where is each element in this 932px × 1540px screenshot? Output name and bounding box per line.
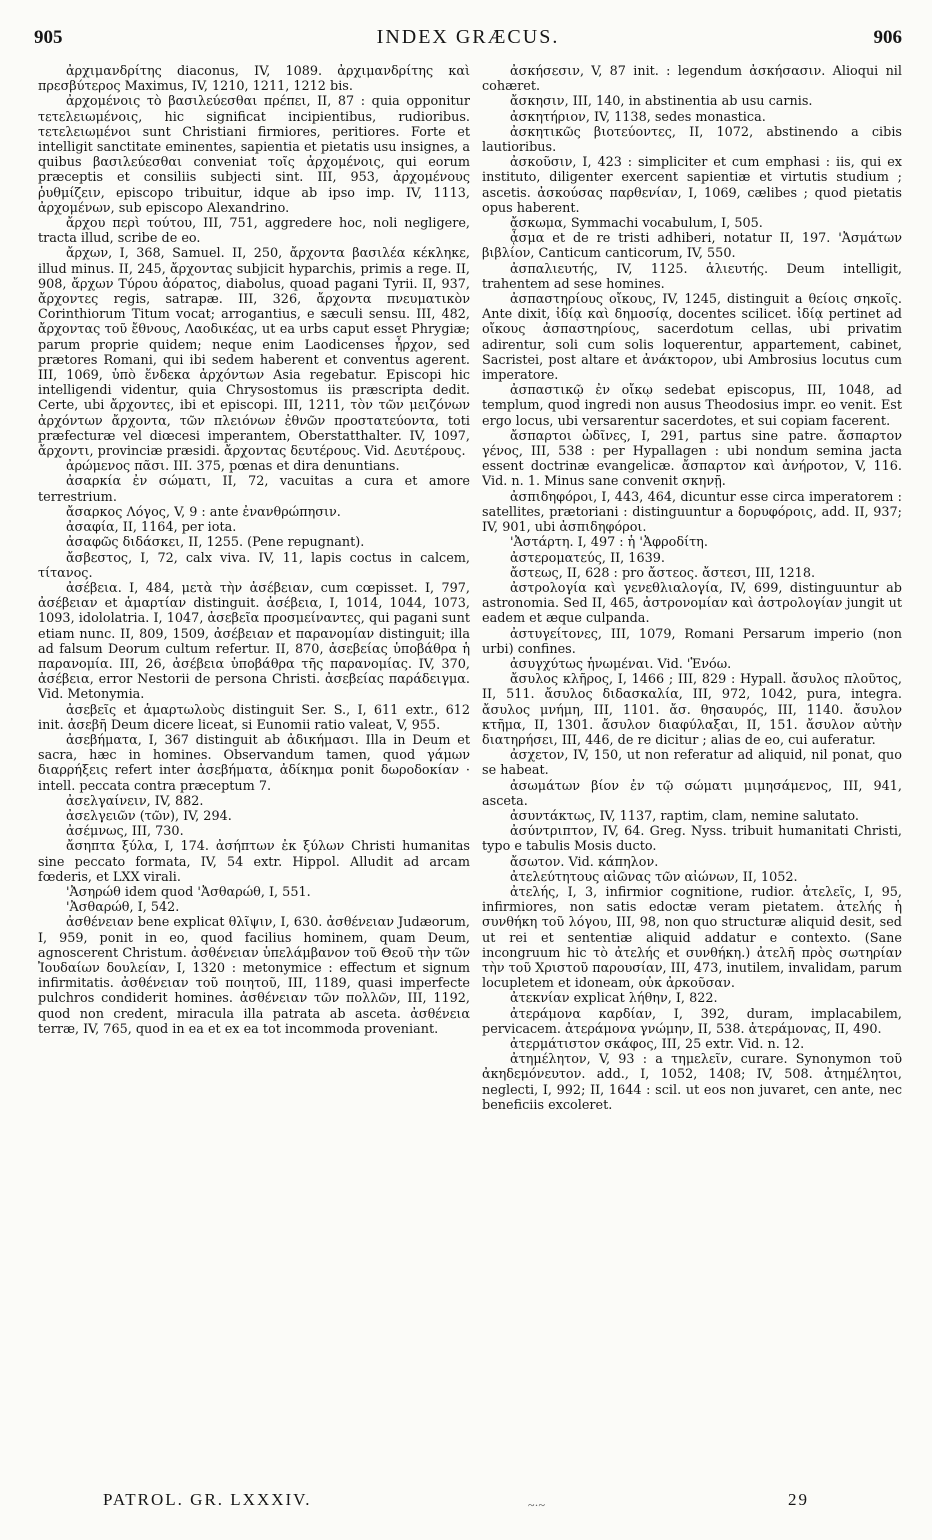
index-entry: ἀτελεύτητους αἰῶνας τῶν αἰώνων, II, 1052. [510,869,798,885]
index-entry: ἀσαρκία ἐν σώματι, II, 72, vacuitas a cura et amore terrestrium. [38,474,470,505]
index-entry: ἀσκητήριον, IV, 1138, sedes monastica. [510,109,766,125]
index-entry: ἄσηπτα ξύλα, I, 174. ἀσήπτων ἐκ ξύλων Christi humanitas sine peccato formata, IV, 54 extr. Hippol. Alludit ad arcam fœderis, et LXX virali. [38,839,470,885]
index-entry: ἀσέμνως, III, 730. [66,824,184,840]
index-entry: 'Ἀσθαρώθ, I, 542. [66,900,180,916]
index-entry: ἀσθένειαν bene explicat θλῖψιν, I, 630. ἀσθένειαν Judæorum, I, 959, ponit in eo, quod facilius hominem, quam Deum, agnoscerent Christum. ἀσθένειαν ὑπελάμβανον τοῦ Θεοῦ τὴν τῶν Ἰουδαίων δουλείαν, I, 1320 : metonymice : effectum et signum infirmitatis. ἀσθένειαν τοῦ ποιητοῦ, III, 1189, quasi imperfecte pulchros condiderit homines. ἀσθένειαν τῶν πολλῶν, III, 1192, quod non credent, miracula illa patrata ab asceta. ἀσθένεια terræ, IV, 765, quod in ea et ex ea tot incommoda proveniant. [38,915,470,1037]
page-footer [38,1490,894,1516]
index-entry: ἀσελγειῶν (τῶν), IV, 294. [66,808,232,824]
sheet-number: 29 [788,1490,809,1509]
index-entry: ἄρχων, I, 368, Samuel. II, 250, ἄρχοντα βασιλέα κέκληκε, illud minus. II, 245, ἄρχοντας subjicit hyparchis, primis a rege. II, 908, ἄρχων Τύρου ἀόρατος, diabolus, quoad pagani Tyrii. II, 937, ἄρχοντες regis, satrapæ. III, 326, ἄρχοντα πνευματικὸν Corinthiorum Titum vocat; arrogantius, e sæculi sensu. III, 482, ἄρχοντας τοῦ ἔθνους, Λαοδικέας, ut ea urbs caput esset Phrygiæ; parum proprie quidem; neque enim Laodicenses ἦρχον, sed prætores Romani, qui ibi sedem haberent et conventus agerent. III, 1069, ὑπὸ ἕνδεκα ἀρχόντων Asia regebatur. Episcopi hic intelligendi videntur, quia Chrysostomus iis præscripta dedit. Certe, ubi ἄρχοντες, ibi et episcopi. III, 1211, τὸν τῶν μειζόνων ἀρχόντων ἄρχοντα, τῶν πλειόνων ἐθνῶν προστατεύοντα, toti præfecturæ vel diœcesi imperantem, Oberstatthalter. IV, 1097, ἄρχοντι, provinciæ præsidi. ἄρχοντας δευτέρους. Vid. Δευτέρους. [38,246,470,460]
index-entry: ἄσπαρτοι ὠδῖνες, I, 291, partus sine patre. ἄσπαρτον γένος, III, 538 : per Hypallagen : ubi nondum semina jacta essent doctrinæ evangelicæ. ἄσπαρτον καὶ ἀνήροτον, V, 116. Vid. n. 1. Minus sane convenit σκηνῇ. [482,428,902,490]
index-entry: ἀρχιμανδρίτης diaconus, IV, 1089. ἀρχιμανδρίτης καὶ πρεσβύτερος Maximus, IV, 1210, 1211, 1212 bis. [38,64,470,95]
index-entry: ἀσαφῶς διδάσκει, II, 1255. (Pene repugnant). [66,535,365,551]
index-entry: ἄσωτον. Vid. κάπηλον. [510,854,659,870]
index-entry: 'Ἀστάρτη. I, 497 : ἡ 'Ἀφροδίτη. [510,535,708,551]
index-entry: ἀρώμενος πᾶσι. III. 375, pœnas et dira denuntians. [66,459,400,475]
index-entry: ἄσκωμα, Symmachi vocabulum, I, 505. [510,216,763,232]
index-entry: ἀστρολογία καὶ γενεθλιαλογία, IV, 699, distinguuntur ab astronomia. Sed II, 465, ἀστρονομίαν καὶ ἀστρολογίαν jungit ut eadem et æque culpanda. [482,580,902,627]
index-entry: ἄσυλος κλῆρος, I, 1466 ; III, 829 : Hypall. ἄσυλος πλοῦτος, II, 511. ἄσυλος διδασκαλία, III, 972, 1042, pura, integra. ἄσυλος μνήμη, III, 1101. ἄσ. θησαυρός, III, 1140. ἄσυλον κτῆμα, II, 1301. ἄσυλον διαφύλαξαι, II, 151. ἄσυλον αὐτὴν διατηρήσει, III, 446, de re dicitur ; alias de eo, cui auferatur. [482,672,902,748]
index-entry: ἀσωμάτων βίον ἐν τῷ σώματι μιμησάμενος, III, 941, asceta. [482,778,902,809]
page-number-right: 906 [873,27,902,48]
index-entry: ἄσαρκος Λόγος, V, 9 : ante ἐνανθρώπησιν. [66,504,341,520]
index-entry: ἀσαφία, II, 1164, per iota. [66,520,237,536]
footer-ornament: ~·~ [528,1498,545,1512]
index-entry: ᾆσμα et de re tristi adhiberi, notatur II, 197. 'Ἀσμάτων βιβλίον, Canticum canticorum, IV, 550. [482,231,902,262]
index-entry: ἀσπαστικῷ ἐν οἴκῳ sedebat episcopus, III, 1048, ad templum, quod ingredi non ausus Theodosius impr. eo venit. Est ergo locus, ubi versarentur sacerdotes, et sui copiam facerent. [482,383,902,429]
index-entry: ἀτερμάτιστον σκάφος, III, 25 extr. Vid. n. 12. [510,1037,805,1052]
index-entry: ἀτεράμονα καρδίαν, I, 392, duram, implacabilem, pervicacem. ἀτεράμονα γνώμην, II, 538. ἀτεράμονας, II, 490. [482,1006,902,1037]
index-entry: ἀσκήσεσιν, V, 87 init. : legendum ἀσκήσασιν. Alioqui nil cohæret. [482,64,902,95]
index-entry: ἀσπαλιευτής, IV, 1125. ἁλιευτής. Deum intelligit, trahentem ad sese homines. [482,261,902,292]
index-entry: ἀσχετον, IV, 150, ut non referatur ad aliquid, nil ponat, quo se habeat. [482,748,902,779]
index-entry: ἀσεβεῖς et ἁμαρτωλοὺς distinguit Ser. S., I, 611 extr., 612 init. ἀσεβῆ Deum dicere liceat, si Eunomii ratio valeat, V, 955. [38,702,470,733]
index-entry: ἀσυγχύτως ἡνωμέναι. Vid. 'Ἑνόω. [510,656,732,672]
index-entry: ἀσύντριπτον, IV, 64. Greg. Nyss. tribuit humanitati Christi, typo e tabulis Mosis ducto. [482,824,902,855]
index-entry: ἀσκητικῶς βιοτεύοντες, II, 1072, abstinendo a cibis lautioribus. [482,124,902,156]
index-entry: ἀτελής, I, 3, infirmior cognitione, rudior. ἀτελεῖς, I, 95, infirmiores, non satis edoctæ veram pietatem. ἀτελής ἡ συνθήκη τοῦ λόγου, III, 98, non quo structuræ aliquid desit, sed ut rei et sententiæ aliquid addatur e contexto. (Sane incongruum hic τὸ ἀτελής et συνθήκη.) ἀτελῆ πρὸς σωτηρίαν τὴν τοῦ Χριστοῦ παρουσίαν, III, 473, inutilem, invalidam, parum locupletem et idoneam, οὐκ ἀρκοῦσαν. [482,884,902,992]
index-entry: ἀσεβήματα, I, 367 distinguit ab ἀδικήμασι. Illa in Deum et sacra, hæc in homines. Observandum tamen, quod γάμων διαρρήξεις refert inter ἀσεβήματα, ἀδίκημα ponit δωροδοκίαν · intell. peccata contra præceptum 7. [38,732,470,794]
index-entry: ἀσπαστηρίους οἴκους, IV, 1245, distinguit a θείοις σηκοῖς. Ante dixit, ἰδίᾳ καὶ δημοσίᾳ, docentes scilicet. ἰδίᾳ pertinet ad οἴκους ἀσπαστηρίους, sacerdotum cellas, ubi privatim adirentur, soli cum solis loquerentur, appartement, cabinet, Sacristei, post altare et ἀνάκτορον, ubi Ambrosius locutus cum imperatore. [482,292,902,384]
index-entry: ἄσκησιν, III, 140, in abstinentia ab usu carnis. [510,94,813,110]
page-title: INDEX GRÆCUS. [376,26,560,48]
index-entry: ἀρχομένοις τὸ βασιλεύεσθαι πρέπει, II, 87 : quia opponitur τετελειωμένοις, hic significat incipientibus, rudioribus. τετελειωμένοι sunt Christiani firmiores, peritiores. Forte et intelligit sanctitate eminentes, sapientia et pietatis usu insignes, a quibus βασιλεύεσθαι conveniat τοῖς ἀρχομένοις, qui eorum præceptis et consiliis subjecti sint. III, 953, ἀρχομένους ῥυθμίζειν, episcopo tribuitur, idque ab ipso imp. IV, 1113, ἀρχομένων, sub episcopo Alexandrino. [38,94,470,216]
page-number-left: 905 [34,27,63,48]
printer-signature: PATROL. GR. LXXXIV. [103,1490,312,1509]
right-column [482,64,902,1479]
index-entry: ἀσκοῦσιν, I, 423 : simpliciter et cum emphasi : iis, qui ex instituto, diligenter exercent sapientiæ et virtutis studium ; ascetis. ἀσκούσας παρθενίαν, I, 1069, cælibes ; quod pietatis opus haberent. [482,155,902,216]
index-entry: ἀσέβεια. I, 484, μετὰ τὴν ἀσέβειαν, cum cœpisset. I, 797, ἀσέβειαν et ἁμαρτίαν distinguit. ἀσέβεια, I, 1014, 1044, 1073, 1093, idololatria. I, 1047, ἀσεβεῖα προσμείναντες, qui pagani sunt etiam nunc. II, 809, 1509, ἀσέβειαν et παρανομίαν distinguit; illa ad falsum Deorum cultum refertur. II, 870, ἀσεβείας ὑποβάθρα ἡ παρανομία. III, 26, ἀσέβεια ὑποβάθρα τῆς παρανομίας. IV, 370, ἀσέβεια, error Nestorii de persona Christi. ἀσεβείας παράδειγμα. Vid. Metonymia. [38,580,470,703]
index-entry: ἀσελγαίνειν, IV, 882. [66,793,204,809]
index-entry: ἀστεροματεύς, II, 1639. [510,550,665,566]
index-entry: ἄστεως, II, 628 : pro ἄστεος. ἄστεσι, III, 1218. [510,565,816,581]
index-entry: ἀτημέλητον, V, 93 : a τημελεῖν, curare. Synonymon τοῦ ἀκηδεμόνευτον. add., I, 1052, 1408; IV, 508. ἀτημέλητοι, neglecti, I, 992; II, 1644 : scil. ut eos non juvaret, cen ante, nec beneficiis excoleret. [482,1052,902,1113]
index-entry: ἀσυντάκτως, IV, 1137, raptim, clam, nemine salutato. [510,808,859,824]
index-entry: ἀσπιδηφόροι, I, 443, 464, dicuntur esse circa imperatorem : satellites, prætoriani : distinguuntur a δορυφόροις, add. II, 937; IV, 901, ubi ἀσπιδηφόροι. [482,489,902,536]
page-header [34,26,902,56]
index-entry: ἀστυγείτονες, III, 1079, Romani Persarum imperio (non urbi) confines. [482,626,902,657]
index-entry: ἀτεκνίαν explicat λήθην, I, 822. [510,991,718,1007]
index-entry: ἄσβεστος, I, 72, calx viva. IV, 11, lapis coctus in calcem, τίτανος. [38,550,470,581]
index-entry: 'Ἀσηρώθ idem quod 'Ἀσθαρώθ, I, 551. [66,884,311,900]
index-entry: ἄρχου περὶ τούτου, III, 751, aggredere hoc, noli negligere, tracta illud, scribe de eo. [38,216,470,247]
left-column [38,64,470,1479]
